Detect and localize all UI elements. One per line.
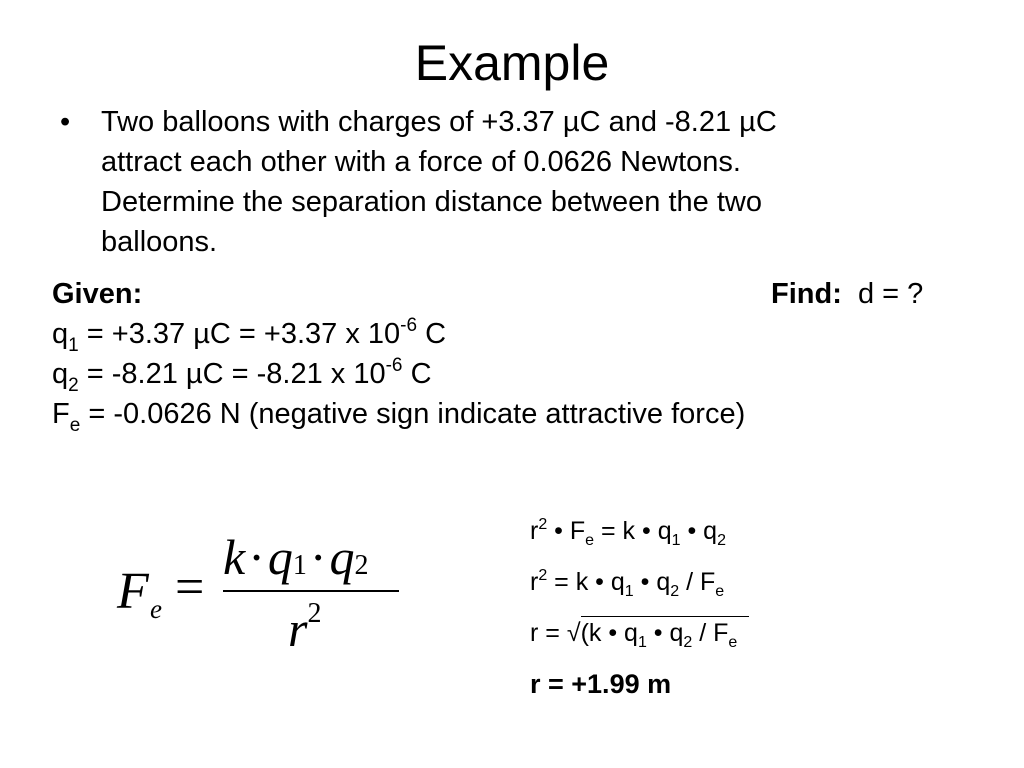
formula-dot-1: · bbox=[248, 529, 265, 585]
q2-value: = -8.21 µC = -8.21 x 10 bbox=[78, 358, 386, 390]
step2-q1-subscript: 1 bbox=[624, 583, 634, 600]
step2-part3: / F bbox=[679, 568, 716, 596]
step2-part2: • q bbox=[633, 568, 671, 596]
formula-q1-subscript: 1 bbox=[292, 550, 307, 581]
formula-lhs-subscript: e bbox=[150, 594, 162, 624]
solution-steps bbox=[530, 506, 749, 710]
step3-part2: • q bbox=[646, 619, 684, 647]
fe-value: = -0.0626 N (negative sign indicate attractive force) bbox=[80, 398, 746, 430]
step2-fe-subscript: e bbox=[715, 583, 725, 600]
q1-exponent: -6 bbox=[400, 315, 418, 336]
step1-r-exponent: 2 bbox=[538, 516, 548, 533]
step1-r: r bbox=[530, 517, 539, 545]
formula-r-exponent: 2 bbox=[307, 598, 322, 629]
result-line: r = +1.99 m bbox=[530, 669, 672, 699]
given-fe bbox=[52, 394, 745, 434]
given-q2 bbox=[52, 354, 745, 394]
q1-unit: C bbox=[417, 318, 447, 350]
find-section bbox=[771, 274, 923, 314]
step1-part3: • q bbox=[680, 517, 718, 545]
step2-r-exponent: 2 bbox=[538, 567, 548, 584]
bullet-marker: • bbox=[60, 106, 71, 138]
formula-r: r bbox=[288, 601, 308, 657]
step3-part3: / F bbox=[692, 619, 729, 647]
step3-q2-subscript: 2 bbox=[683, 634, 693, 651]
formula-q2: q bbox=[329, 529, 355, 585]
problem-text: Two balloons with charges of +3.37 µC and -8.21 µC attract each other with a force of 0.0626 Newtons. Determine the separation distance between the two balloons. bbox=[101, 106, 777, 258]
formula-numerator bbox=[223, 528, 369, 586]
step1-q2-subscript: 2 bbox=[717, 532, 726, 549]
formula-k: k bbox=[223, 529, 246, 585]
given-heading: Given: bbox=[52, 278, 143, 310]
q2-subscript: 2 bbox=[68, 375, 79, 396]
step1-part2: = k • q bbox=[594, 517, 672, 545]
coulomb-formula bbox=[117, 528, 417, 658]
step2-part1: = k • q bbox=[547, 568, 625, 596]
q2-exponent: -6 bbox=[385, 355, 403, 376]
q1-subscript: 1 bbox=[68, 335, 79, 356]
step-1 bbox=[530, 506, 749, 557]
formula-q1: q bbox=[267, 529, 293, 585]
step3-prefix: r = bbox=[530, 619, 567, 647]
step3-part1: (k • q bbox=[580, 619, 638, 647]
given-q1 bbox=[52, 314, 745, 354]
step-3 bbox=[530, 608, 749, 659]
step2-r: r bbox=[530, 568, 539, 596]
sqrt-radicand bbox=[580, 616, 750, 651]
find-heading: Find: bbox=[771, 278, 842, 310]
find-text: d = ? bbox=[857, 278, 924, 310]
step3-q1-subscript: 1 bbox=[637, 634, 647, 651]
step1-q1-subscript: 1 bbox=[671, 532, 681, 549]
formula-equals: = bbox=[175, 559, 205, 616]
q2-unit: C bbox=[402, 358, 432, 390]
q1-symbol: q bbox=[52, 318, 69, 350]
formula-dot-2: · bbox=[309, 529, 327, 585]
given-section bbox=[52, 274, 745, 434]
step-2 bbox=[530, 557, 749, 608]
problem-statement bbox=[60, 102, 920, 262]
q1-value: = +3.37 µC = +3.37 x 10 bbox=[78, 318, 401, 350]
sqrt-icon: √ bbox=[566, 619, 581, 647]
formula-q2-subscript: 2 bbox=[354, 550, 369, 581]
formula-denominator bbox=[288, 600, 321, 658]
fe-subscript: e bbox=[69, 415, 81, 436]
step1-fe-subscript: e bbox=[585, 532, 595, 549]
fraction-bar bbox=[223, 590, 399, 592]
fe-symbol: F bbox=[52, 398, 70, 430]
slide-title: Example bbox=[414, 35, 610, 91]
step1-part1: • F bbox=[547, 517, 586, 545]
q2-symbol: q bbox=[52, 358, 69, 390]
step2-q2-subscript: 2 bbox=[670, 583, 680, 600]
formula-lhs-symbol: F bbox=[117, 563, 149, 620]
step3-fe-subscript: e bbox=[728, 634, 738, 651]
